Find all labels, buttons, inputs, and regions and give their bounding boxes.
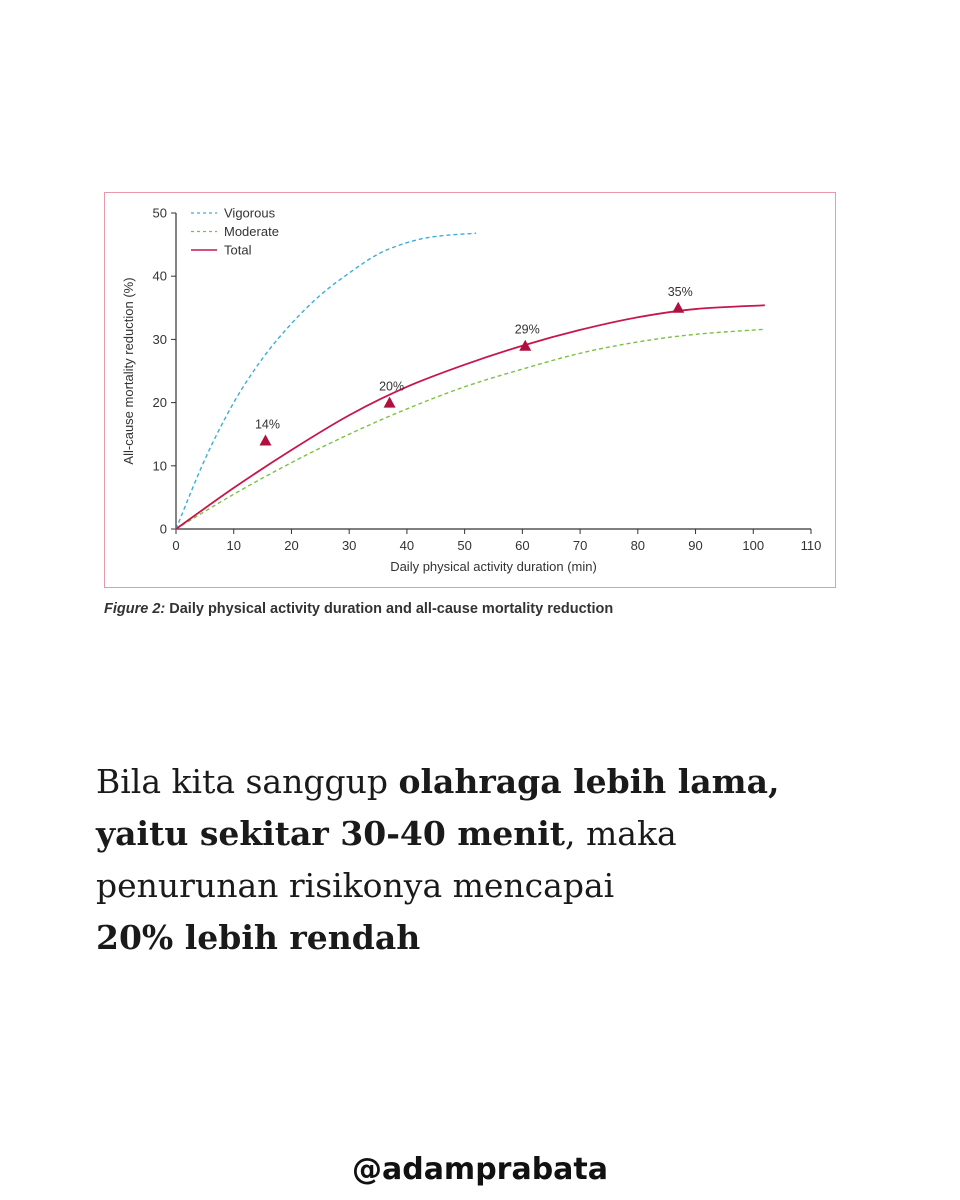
x-tick-label: 0 xyxy=(172,538,180,553)
body-line-4-bold: 20% lebih rendah xyxy=(96,918,421,957)
data-point-label: 14% xyxy=(254,417,280,432)
mortality-chart xyxy=(105,193,837,589)
data-point-label: 20% xyxy=(379,379,405,394)
x-tick-label: 60 xyxy=(515,538,530,553)
legend-label-vigorous: Vigorous xyxy=(224,205,276,221)
body-line-1-bold: olahraga lebih lama, xyxy=(398,762,780,801)
x-axis-label: Daily physical activity duration (min) xyxy=(390,559,597,574)
body-line-3-normal: penurunan risikonya mencapai xyxy=(96,866,615,905)
body-text xyxy=(96,756,876,964)
x-tick-label: 70 xyxy=(572,538,588,553)
series-line-vigorous xyxy=(176,233,476,529)
y-axis-label: All-cause mortality reduction (%) xyxy=(121,277,136,465)
x-tick-label: 90 xyxy=(688,538,703,553)
figure-caption xyxy=(104,601,613,617)
y-tick-label: 50 xyxy=(152,205,167,221)
x-tick-label: 80 xyxy=(630,538,646,553)
figure-caption-label: Figure 2: xyxy=(104,601,166,617)
x-tick-label: 100 xyxy=(742,538,765,553)
body-line-1 xyxy=(96,756,876,808)
data-point-triangle xyxy=(672,302,684,313)
x-tick-label: 50 xyxy=(457,538,472,553)
body-line-2-bold: yaitu sekitar 30-40 menit xyxy=(96,814,566,853)
x-tick-label: 40 xyxy=(399,538,415,553)
y-tick-label: 20 xyxy=(152,395,167,411)
data-point-triangle xyxy=(384,397,396,408)
author-handle: @adamprabata xyxy=(351,1152,609,1187)
body-line-1-normal: Bila kita sanggup xyxy=(96,762,399,801)
y-tick-label: 10 xyxy=(152,458,167,474)
body-line-4 xyxy=(96,912,876,964)
legend-label-total: Total xyxy=(224,242,252,258)
x-tick-label: 110 xyxy=(800,538,822,553)
legend-label-moderate: Moderate xyxy=(224,224,279,239)
x-tick-label: 20 xyxy=(284,538,299,553)
body-line-2 xyxy=(96,808,876,860)
y-tick-label: 0 xyxy=(159,521,167,537)
y-tick-label: 40 xyxy=(152,268,167,284)
x-tick-label: 30 xyxy=(341,538,357,553)
y-tick-label: 30 xyxy=(152,331,167,347)
figure-caption-text: Daily physical activity duration and all-cause mortality reduction xyxy=(165,601,614,617)
data-point-triangle xyxy=(259,435,271,446)
body-line-3 xyxy=(96,860,876,912)
body-line-2-normal: , maka xyxy=(565,814,677,853)
chart-frame xyxy=(104,192,836,588)
data-point-label: 29% xyxy=(514,322,540,337)
data-point-label: 35% xyxy=(667,284,693,299)
x-tick-label: 10 xyxy=(226,538,241,553)
